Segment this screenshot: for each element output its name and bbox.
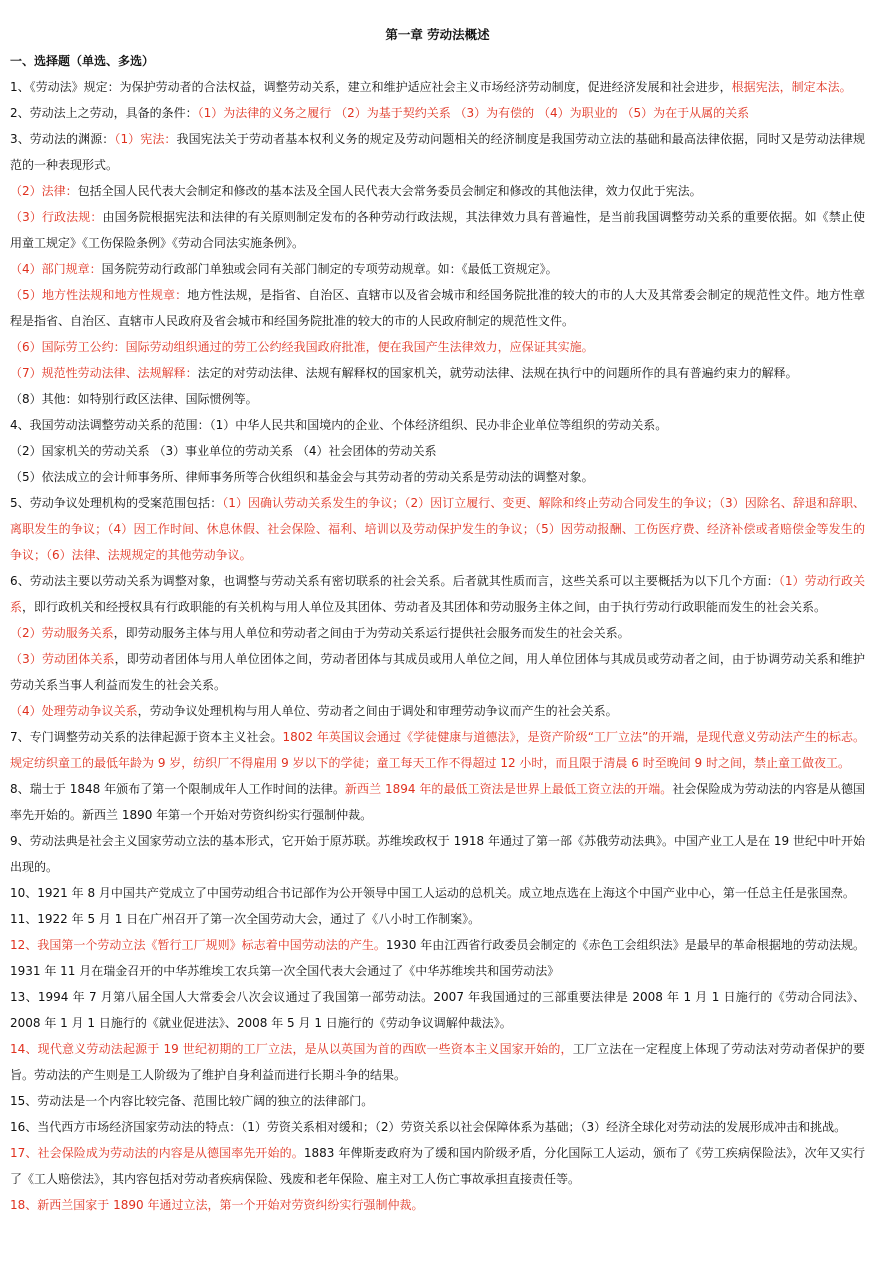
- text-run: 我国宪法关于劳动者基本权利义务的规定及劳动问题相关的经济制度是我国劳动立法的基础和最高法律依据，同时又是劳动法律规范的一种表现形式。: [10, 132, 865, 172]
- text-run: 5、劳动争议处理机构的受案范围包括：: [10, 496, 223, 510]
- text-run: ，劳动争议处理机构与用人单位、劳动者之间由于调处和审理劳动争议而产生的社会关系。: [137, 704, 618, 718]
- text-run: （8）其他：如特别行政区法律、国际惯例等。: [10, 392, 258, 406]
- paragraph: [10, 126, 865, 178]
- highlighted-text: （6）国际劳工公约：国际劳动组织通过的劳工公约经我国政府批准，便在我国产生法律效力，应保证其实施。: [10, 340, 594, 354]
- paragraph: [10, 828, 865, 880]
- paragraph: [10, 1114, 865, 1140]
- highlighted-text: （3）劳动团体关系: [10, 652, 115, 666]
- paragraph: [10, 282, 865, 334]
- text-run: 社会保险成为劳动法的内容是从德国率先开始的。新西兰 1890 年第一个开始对劳资纠纷实行强制仲裁。: [10, 782, 865, 822]
- paragraph: [10, 724, 865, 776]
- text-run: 8、瑞士于 1848 年颁布了第一个限制成年人工作时间的法律。: [10, 782, 345, 796]
- paragraph: [10, 334, 865, 360]
- highlighted-text: （4）部门规章：: [10, 262, 102, 276]
- text-run: 法定的对劳动法律、法规有解释权的国家机关，就劳动法律、法规在执行中的问题所作的具有普遍约束力的解释。: [197, 366, 798, 380]
- paragraph: [10, 464, 865, 490]
- text-run: ，即行政机关和经授权具有行政职能的有关机构与用人单位及其团体、劳动者及其团体和劳动服务主体之间，由于执行劳动行政职能而发生的社会关系。: [22, 600, 827, 614]
- highlighted-text: （1）因确认劳动关系发生的争议；（2）因订立履行、变更、解除和终止劳动合同发生的争议；（3）因除名、辞退和辞职、离职发生的争议；（4）因工作时间、休息休假、社会保险、福利、培训以及劳动保护发生的争议；（5）因劳动报酬、工伤医疗费、经济补偿或者赔偿金等发生的争议；（6）法律、法规规定的其他劳动争议。: [10, 496, 865, 562]
- highlighted-text: （2）法律：: [10, 184, 78, 198]
- paragraph: [10, 412, 865, 438]
- paragraph: [10, 1036, 865, 1088]
- paragraph: [10, 932, 865, 984]
- paragraph: [10, 438, 865, 464]
- chapter-title: 第一章 劳动法概述: [385, 27, 490, 42]
- text-run: 1883 年俾斯麦政府为了缓和国内阶级矛盾，分化国际工人运动，颁布了《劳工疾病保险法》，次年又实行了《工人赔偿法》，其内容包括对劳动者疾病保险、残废和老年保险、雇主对工人伤亡事故承担直接责任等。: [10, 1146, 865, 1186]
- highlighted-text: 12、我国第一个劳动立法《暂行工厂规则》标志着中国劳动法的产生。: [10, 938, 386, 952]
- highlighted-text: （4）处理劳动争议关系: [10, 704, 138, 718]
- paragraph: [10, 698, 865, 724]
- paragraph: [10, 620, 865, 646]
- paragraph: [10, 568, 865, 620]
- text-run: （2）国家机关的劳动关系 （3）事业单位的劳动关系 （4）社会团体的劳动关系: [10, 444, 437, 458]
- highlighted-text: 17、社会保险成为劳动法的内容是从德国率先开始的。: [10, 1146, 304, 1160]
- highlighted-text: 根据宪法，制定本法。: [731, 80, 852, 94]
- highlighted-text: （3）行政法规：: [10, 210, 103, 224]
- text-run: 包括全国人民代表大会制定和修改的基本法及全国人民代表大会常务委员会制定和修改的其他法律，效力仅此于宪法。: [77, 184, 702, 198]
- text-run: ，即劳动服务主体与用人单位和劳动者之间由于为劳动关系运行提供社会服务而发生的社会关系。: [113, 626, 630, 640]
- highlighted-text: （2）劳动服务关系: [10, 626, 114, 640]
- text-run: 地方性法规，是指省、自治区、直辖市以及省会城市和经国务院批准的较大的市的人大及其常委会制定的规范性文件。地方性章程是指省、自治区、直辖市人民政府及省会城市和经国务院批准的较大的市的人民政府制定的规范性文件。: [10, 288, 865, 328]
- text-run: 15、劳动法是一个内容比较完备、范围比较广阔的独立的法律部门。: [10, 1094, 374, 1108]
- paragraph: [10, 776, 865, 828]
- text-run: ，即劳动者团体与用人单位团体之间，劳动者团体与其成员或用人单位之间，用人单位团体与其成员或劳动者之间，由于协调劳动关系和维护劳动关系当事人利益而发生的社会关系。: [10, 652, 865, 692]
- text-run: 7、专门调整劳动关系的法律起源于资本主义社会。: [10, 730, 283, 744]
- highlighted-text: （1）劳动行政关系: [10, 574, 865, 614]
- paragraph: [10, 1192, 865, 1218]
- highlighted-text: 1802 年英国议会通过《学徒健康与道德法》，是资产阶级“工厂立法”的开端，是现代意义劳动法产生的标志。规定纺织童工的最低年龄为 9 岁，纺织厂不得雇用 9 岁以下的学徒；童工每天工作不得超过 12 小时，而且限于清晨 6 时至晚间 9 时之间，禁止童工做夜工。: [10, 730, 865, 770]
- text-run: 国务院劳动行政部门单独或会同有关部门制定的专项劳动规章。如：《最低工资规定》。: [101, 262, 558, 276]
- text-run: 10、1921 年 8 月中国共产党成立了中国劳动组合书记部作为公开领导中国工人运动的总机关。成立地点选在上海这个中国产业中心，第一任总主任是张国焘。: [10, 886, 855, 900]
- text-run: 1930 年由江西省行政委员会制定的《赤色工会组织法》是最早的革命根据地的劳动法规。1931 年 11 月在瑞金召开的中华苏维埃工农兵第一次全国代表大会通过了《中华苏维埃共和国劳动法》: [10, 938, 866, 978]
- paragraph: [10, 1088, 865, 1114]
- paragraph: [10, 178, 865, 204]
- text-run: 3、劳动法的渊源：: [10, 132, 115, 146]
- text-run: 16、当代西方市场经济国家劳动法的特点：（1）劳资关系相对缓和；（2）劳资关系以社会保障体系为基础；（3）经济全球化对劳动法的发展形成冲击和挑战。: [10, 1120, 847, 1134]
- paragraph: [10, 906, 865, 932]
- text-run: 9、劳动法典是社会主义国家劳动立法的基本形式，它开始于原苏联。苏维埃政权于 1918 年通过了第一部《苏俄劳动法典》。中国产业工人是在 19 世纪中叶开始出现的。: [10, 834, 865, 874]
- text-run: 11、1922 年 5 月 1 日在广州召开了第一次全国劳动大会，通过了《八小时工作制案》。: [10, 912, 481, 926]
- highlighted-text: （5）地方性法规和地方性规章：: [10, 288, 188, 302]
- text-run: 4、我国劳动法调整劳动关系的范围：（1）中华人民共和国境内的企业、个体经济组织、民办非企业单位等组织的劳动关系。: [10, 418, 668, 432]
- paragraph: [10, 984, 865, 1036]
- text-run: 13、1994 年 7 月第八届全国人大常委会八次会议通过了我国第一部劳动法。2007 年我国通过的三部重要法律是 2008 年 1 月 1 日施行的《劳动合同法》、2008 年 1 月 1 日施行的《就业促进法》、2008 年 5 月 1 日施行的《劳动争议调解仲裁法》。: [10, 990, 865, 1030]
- text-run: 工厂立法在一定程度上体现了劳动法对劳动者保护的要旨。劳动法的产生则是工人阶级为了维护自身利益而进行长期斗争的结果。: [10, 1042, 865, 1082]
- paragraph: [10, 386, 865, 412]
- paragraph: [10, 360, 865, 386]
- highlighted-text: （1）为法律的义务之履行 （2）为基于契约关系 （3）为有偿的 （4）为职业的 （5）为在于从属的关系: [197, 106, 750, 120]
- paragraph: [10, 100, 865, 126]
- paragraph: [10, 74, 865, 100]
- document-body: [10, 74, 865, 1218]
- paragraph: [10, 256, 865, 282]
- paragraph: [10, 1140, 865, 1192]
- paragraph: [10, 880, 865, 906]
- text-run: 2、劳动法上之劳动，具备的条件：: [10, 106, 198, 120]
- highlighted-text: 14、现代意义劳动法起源于 19 世纪初期的工厂立法，是从以英国为首的西欧一些资本主义国家开始的，: [10, 1042, 573, 1056]
- highlighted-text: （1）宪法：: [114, 132, 177, 146]
- paragraph: [10, 490, 865, 568]
- highlighted-text: （7）规范性劳动法律、法规解释：: [10, 366, 198, 380]
- highlighted-text: 新西兰 1894 年的最低工资法是世界上最低工资立法的开端。: [345, 782, 673, 796]
- text-run: 1、《劳动法》规定：为保护劳动者的合法权益，调整劳动关系，建立和维护适应社会主义市场经济劳动制度，促进经济发展和社会进步，: [10, 80, 732, 94]
- highlighted-text: 18、新西兰国家于 1890 年通过立法，第一个开始对劳资纠纷实行强制仲裁。: [10, 1198, 424, 1212]
- text-run: 6、劳动法主要以劳动关系为调整对象，也调整与劳动关系有密切联系的社会关系。后者就其性质而言，这些关系可以主要概括为以下几个方面：: [10, 574, 779, 588]
- section-heading: 一、选择题（单选、多选）: [10, 54, 155, 68]
- paragraph: [10, 204, 865, 256]
- text-run: （5）依法成立的会计师事务所、律师事务所等合伙组织和基金会与其劳动者的劳动关系是劳动法的调整对象。: [10, 470, 594, 484]
- paragraph: [10, 646, 865, 698]
- text-run: 由国务院根据宪法和法律的有关原则制定发布的各种劳动行政法规，其法律效力具有普遍性，是当前我国调整劳动关系的重要依据。如《禁止使用童工规定》《工伤保险条例》《劳动合同法实施条例》。: [10, 210, 865, 250]
